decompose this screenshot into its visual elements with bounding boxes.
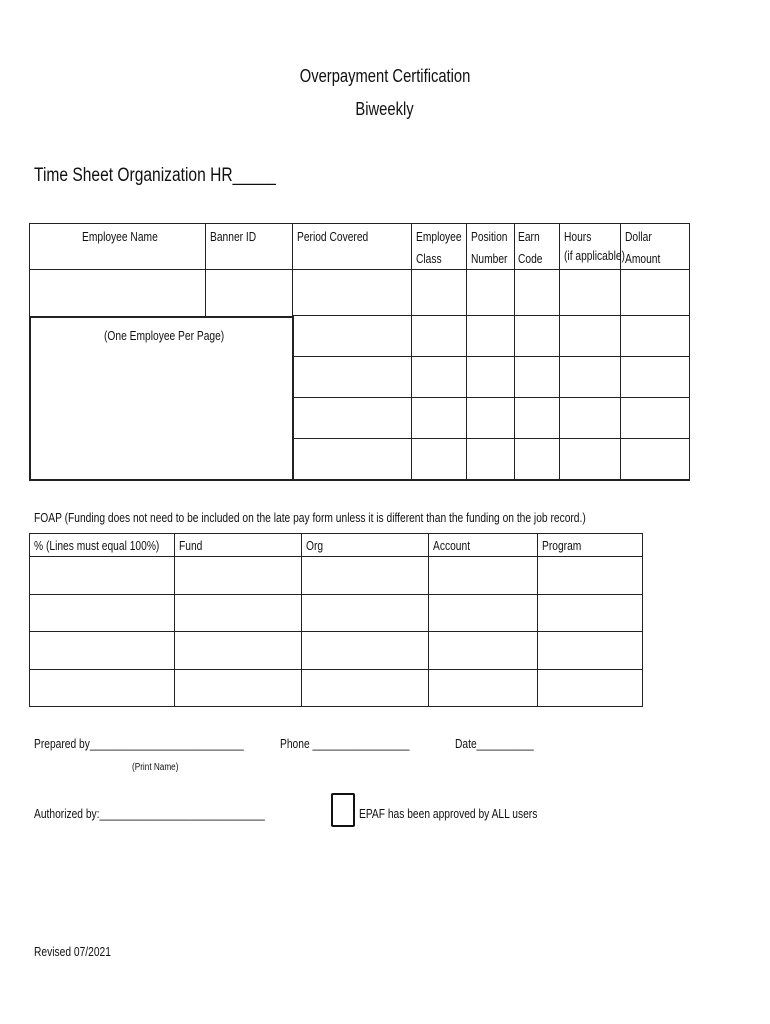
table-border bbox=[29, 594, 643, 595]
header-position-number-1: Position bbox=[471, 230, 508, 244]
header-period-covered: Period Covered bbox=[297, 230, 369, 244]
header-employee-name: Employee Name bbox=[82, 230, 158, 244]
one-employee-note: (One Employee Per Page) bbox=[104, 329, 225, 343]
header-position-number-2: Number bbox=[471, 252, 508, 266]
header-earn-code-2: Code bbox=[518, 252, 543, 266]
foap-header-org: Org bbox=[306, 539, 324, 553]
foap-header-program: Program bbox=[542, 539, 582, 553]
foap-header-fund: Fund bbox=[179, 539, 203, 553]
table-border bbox=[174, 533, 175, 707]
table-border bbox=[29, 533, 30, 707]
revised-date: Revised 07/2021 bbox=[34, 945, 111, 959]
table-border bbox=[301, 533, 302, 707]
header-earn-code-1: Earn bbox=[518, 230, 540, 244]
header-hours-1: Hours bbox=[564, 230, 592, 244]
foap-header-percent: % (Lines must equal 100%) bbox=[34, 539, 160, 553]
header-employee-class-2: Class bbox=[416, 252, 442, 266]
epaf-label: EPAF has been approved by ALL users bbox=[359, 807, 538, 821]
title-line-2: Biweekly bbox=[355, 99, 415, 119]
foap-header-account: Account bbox=[433, 539, 471, 553]
date-field[interactable]: Date__________ bbox=[455, 737, 534, 751]
header-hours-2: (if applicable) bbox=[564, 249, 625, 263]
header-employee-class-1: Employee bbox=[416, 230, 462, 244]
prepared-by-field[interactable]: Prepared by___________________________ bbox=[34, 737, 244, 751]
table-border bbox=[29, 631, 643, 632]
header-dollar-amount-1: Dollar bbox=[625, 230, 652, 244]
table-border bbox=[428, 533, 429, 707]
phone-field[interactable]: Phone _________________ bbox=[280, 737, 410, 751]
foap-caption: FOAP (Funding does not need to be included on the late pay form unless it is different than the funding on the job record.) bbox=[34, 511, 586, 525]
table-border bbox=[29, 533, 643, 534]
table-border bbox=[29, 669, 643, 670]
header-banner-id: Banner ID bbox=[210, 230, 257, 244]
table-border bbox=[537, 533, 538, 707]
time-sheet-organization-label: Time Sheet Organization HR_____ bbox=[34, 165, 276, 186]
table-border bbox=[642, 533, 643, 707]
header-dollar-amount-2: Amount bbox=[625, 252, 661, 266]
title-line-1: Overpayment Certification bbox=[299, 66, 471, 86]
print-name-label: (Print Name) bbox=[132, 762, 179, 773]
epaf-checkbox[interactable] bbox=[331, 793, 355, 827]
table-border bbox=[29, 706, 643, 707]
authorized-by-field[interactable]: Authorized by:_____________________________ bbox=[34, 807, 265, 821]
